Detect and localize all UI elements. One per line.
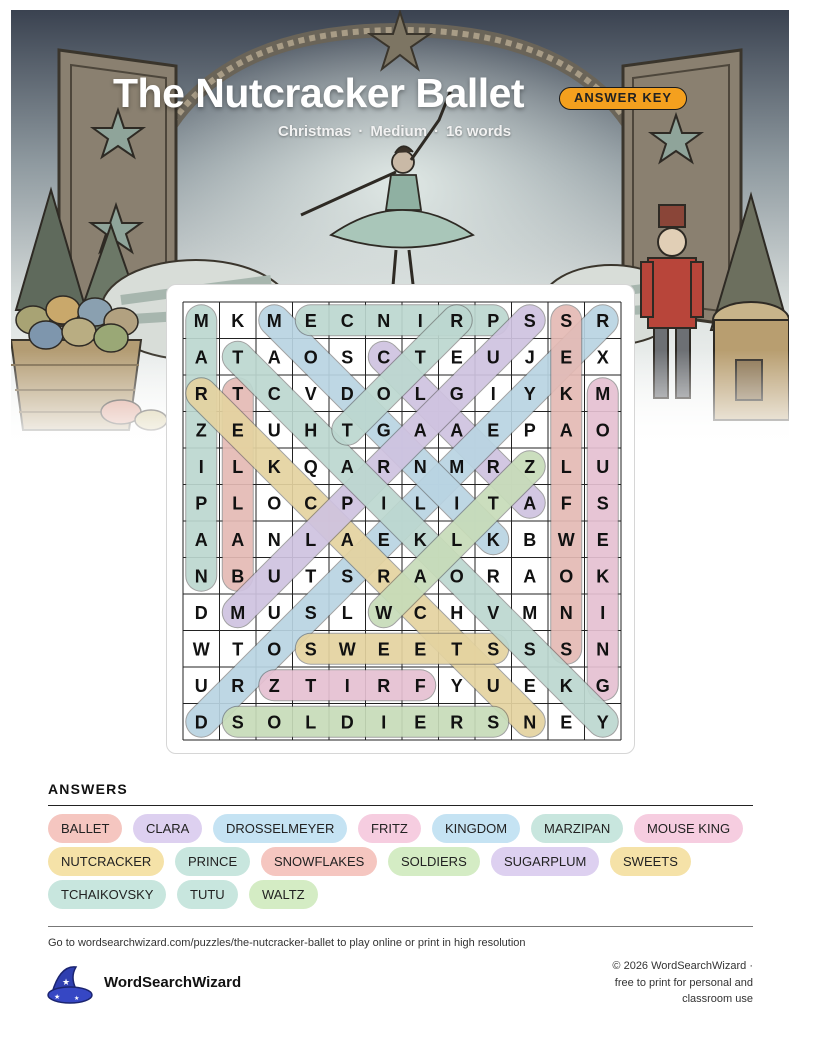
grid-letter: T [305, 566, 317, 587]
grid-letter: A [559, 420, 573, 441]
answer-chip: SUGARPLUM [491, 847, 599, 876]
meta-separator: · [358, 123, 364, 140]
grid-letter: R [231, 675, 245, 696]
grid-letter: O [303, 347, 318, 368]
grid-letter: F [414, 675, 426, 696]
grid-letter: K [559, 675, 573, 696]
grid-letter: P [523, 420, 536, 441]
grid-letter: M [193, 310, 209, 331]
grid-letter: N [267, 529, 281, 550]
grid-letter: O [267, 493, 282, 514]
grid-letter: O [595, 420, 610, 441]
category-label: Christmas [278, 123, 352, 140]
grid-letter: W [192, 639, 210, 660]
answer-chip: DROSSELMEYER [213, 814, 347, 843]
grid-letter: L [232, 493, 244, 514]
grid-letter: L [305, 712, 317, 733]
word-count-label: 16 words [446, 123, 512, 140]
grid-letter: L [341, 602, 353, 623]
grid-letter: P [487, 310, 500, 331]
grid-letter: E [487, 420, 500, 441]
grid-letter: N [377, 310, 391, 331]
answer-chip: NUTCRACKER [48, 847, 164, 876]
grid-letter: W [375, 602, 393, 623]
grid-letter: S [487, 712, 500, 733]
grid-letter: E [414, 639, 427, 660]
grid-letter: U [486, 347, 500, 368]
grid-letter: A [231, 529, 245, 550]
grid-letter: E [596, 529, 609, 550]
grid-letter: C [377, 347, 391, 368]
answer-key-badge: ANSWER KEY [559, 87, 687, 110]
grid-letter: C [340, 310, 354, 331]
grid-letter: K [413, 529, 427, 550]
grid-letter: R [377, 566, 391, 587]
answer-chip: CLARA [133, 814, 202, 843]
grid-letter: I [417, 310, 423, 331]
grid-letter: V [304, 383, 317, 404]
answer-chip: FRITZ [358, 814, 421, 843]
grid-letter: S [341, 347, 354, 368]
grid-letter: U [267, 566, 281, 587]
grid-letter: T [487, 493, 499, 514]
grid-letter: O [267, 639, 282, 660]
grid-letter: I [344, 675, 350, 696]
grid-letter: L [414, 383, 426, 404]
puzzle-title: The Nutcracker Ballet [113, 70, 525, 116]
word-search-grid [167, 285, 636, 755]
grid-letter: B [523, 529, 537, 550]
grid-letter: O [449, 566, 464, 587]
grid-letter: E [231, 420, 244, 441]
grid-letter: U [267, 602, 281, 623]
grid-letter: R [450, 310, 464, 331]
grid-letter: Y [523, 383, 536, 404]
grid-letter: R [596, 310, 610, 331]
grid-letter: T [451, 639, 463, 660]
grid-letter: U [486, 675, 500, 696]
brand-name: WordSearchWizard [104, 974, 242, 991]
grid-letter: P [195, 493, 208, 514]
grid-letter: E [304, 310, 317, 331]
grid-letter: H [304, 420, 318, 441]
word-search-card [166, 284, 635, 754]
grid-letter: O [267, 712, 282, 733]
grid-letter: C [267, 383, 281, 404]
grid-letter: T [232, 347, 244, 368]
difficulty-label: Medium [370, 123, 428, 140]
grid-letter: T [414, 347, 426, 368]
grid-letter: S [304, 639, 317, 660]
grid-letter: A [340, 529, 354, 550]
grid-letter: Z [195, 420, 207, 441]
answer-chip: MOUSE KING [634, 814, 743, 843]
grid-letter: T [232, 639, 244, 660]
grid-letter: Q [303, 456, 318, 477]
footer-url-text: Go to wordsearchwizard.com/puzzles/the-nutcracker-ballet to play online or print in high resolution [48, 937, 526, 949]
answer-chip: WALTZ [249, 880, 318, 909]
divider [48, 805, 753, 806]
meta-separator: · [434, 123, 440, 140]
grid-letter: V [487, 602, 500, 623]
grid-letter: R [486, 566, 500, 587]
copyright-line: © 2026 WordSearchWizard · [612, 960, 753, 972]
grid-letter: I [381, 493, 387, 514]
grid-letter: R [377, 675, 391, 696]
grid-letter: E [450, 347, 463, 368]
grid-letter: A [523, 566, 537, 587]
grid-letter: A [523, 493, 537, 514]
answer-chip: TUTU [177, 880, 238, 909]
grid-letter: M [449, 456, 465, 477]
grid-letter: E [560, 347, 573, 368]
grid-letter: F [560, 493, 572, 514]
grid-letter: D [340, 383, 354, 404]
grid-letter: S [560, 310, 573, 331]
grid-letter: S [523, 639, 536, 660]
grid-letter: T [341, 420, 353, 441]
grid-letter: A [267, 347, 281, 368]
grid-letter: R [194, 383, 208, 404]
grid-letter: L [451, 529, 463, 550]
grid-letter: E [523, 675, 536, 696]
grid-letter: I [381, 712, 387, 733]
grid-letter: I [454, 493, 460, 514]
answer-chip: PRINCE [175, 847, 250, 876]
answer-chip: KINGDOM [432, 814, 520, 843]
puzzle-meta [278, 123, 511, 140]
grid-letter: S [596, 493, 609, 514]
grid-letter: K [559, 383, 573, 404]
answers-heading: ANSWERS [48, 781, 128, 797]
grid-letter: T [305, 675, 317, 696]
grid-letter: I [490, 383, 496, 404]
grid-letter: N [194, 566, 208, 587]
answer-chip: TCHAIKOVSKY [48, 880, 166, 909]
grid-letter: C [413, 602, 427, 623]
answer-chip: SWEETS [610, 847, 691, 876]
grid-letter: N [413, 456, 427, 477]
grid-letter: G [595, 675, 610, 696]
grid-letter: O [559, 566, 574, 587]
grid-letter: N [559, 602, 573, 623]
grid-letter: A [194, 529, 208, 550]
grid-letter: U [596, 456, 610, 477]
grid-letter: A [413, 420, 427, 441]
divider [48, 926, 753, 927]
answer-chip: SOLDIERS [388, 847, 480, 876]
grid-letter: R [450, 712, 464, 733]
grid-letter: I [600, 602, 606, 623]
grid-letter: R [377, 456, 391, 477]
grid-letter: L [414, 493, 426, 514]
grid-letter: Y [596, 712, 609, 733]
grid-letter: D [194, 602, 208, 623]
grid-letter: Y [450, 675, 463, 696]
grid-letter: C [304, 493, 318, 514]
answer-chip: MARZIPAN [531, 814, 623, 843]
grid-letter: M [595, 383, 611, 404]
answer-chip: SNOWFLAKES [261, 847, 377, 876]
grid-letter: D [194, 712, 208, 733]
grid-letter: E [414, 712, 427, 733]
grid-letter: K [486, 529, 500, 550]
copyright-text [612, 958, 753, 1008]
grid-letter: S [304, 602, 317, 623]
grid-letter: L [305, 529, 317, 550]
grid-letter: E [377, 639, 390, 660]
grid-letter: M [522, 602, 538, 623]
copyright-line: free to print for personal and [614, 976, 753, 989]
grid-letter: S [523, 310, 536, 331]
svg-text:★: ★ [54, 993, 61, 1001]
copyright-line: classroom use [682, 993, 753, 1005]
grid-letter: U [267, 420, 281, 441]
grid-letter: G [449, 383, 464, 404]
grid-letter: J [524, 347, 535, 368]
grid-letter: S [560, 639, 573, 660]
grid-letter: W [557, 529, 575, 550]
grid-letter: A [450, 420, 464, 441]
grid-letter: K [267, 456, 281, 477]
svg-text:★: ★ [74, 995, 80, 1002]
grid-letter: G [376, 420, 391, 441]
grid-letter: S [341, 566, 354, 587]
grid-letter: D [340, 712, 354, 733]
grid-letter: N [523, 712, 537, 733]
grid-letter: Z [524, 456, 536, 477]
grid-letter: M [230, 602, 246, 623]
grid-letter: N [596, 639, 610, 660]
grid-letter: K [231, 310, 245, 331]
grid-letter: K [596, 566, 610, 587]
grid-letter: E [560, 712, 573, 733]
grid-letter: O [376, 383, 391, 404]
grid-letter: B [231, 566, 245, 587]
grid-letter: T [232, 383, 244, 404]
grid-letter: W [338, 639, 356, 660]
grid-letter: Z [268, 675, 280, 696]
wizard-hat-icon [46, 963, 94, 1005]
svg-text:★: ★ [62, 978, 71, 988]
grid-letter: H [450, 602, 464, 623]
grid-letter: M [266, 310, 282, 331]
grid-letter: U [194, 675, 208, 696]
grid-letter: I [198, 456, 204, 477]
grid-letter: L [560, 456, 572, 477]
grid-letter: P [341, 493, 354, 514]
grid-letter: X [596, 347, 609, 368]
grid-letter: A [340, 456, 354, 477]
grid-letter: L [232, 456, 244, 477]
grid-letter: S [231, 712, 244, 733]
grid-letter: R [486, 456, 500, 477]
answer-chip: BALLET [48, 814, 122, 843]
grid-letter: A [413, 566, 427, 587]
grid-letter: E [377, 529, 390, 550]
grid-letter: A [194, 347, 208, 368]
grid-letter: S [487, 639, 500, 660]
